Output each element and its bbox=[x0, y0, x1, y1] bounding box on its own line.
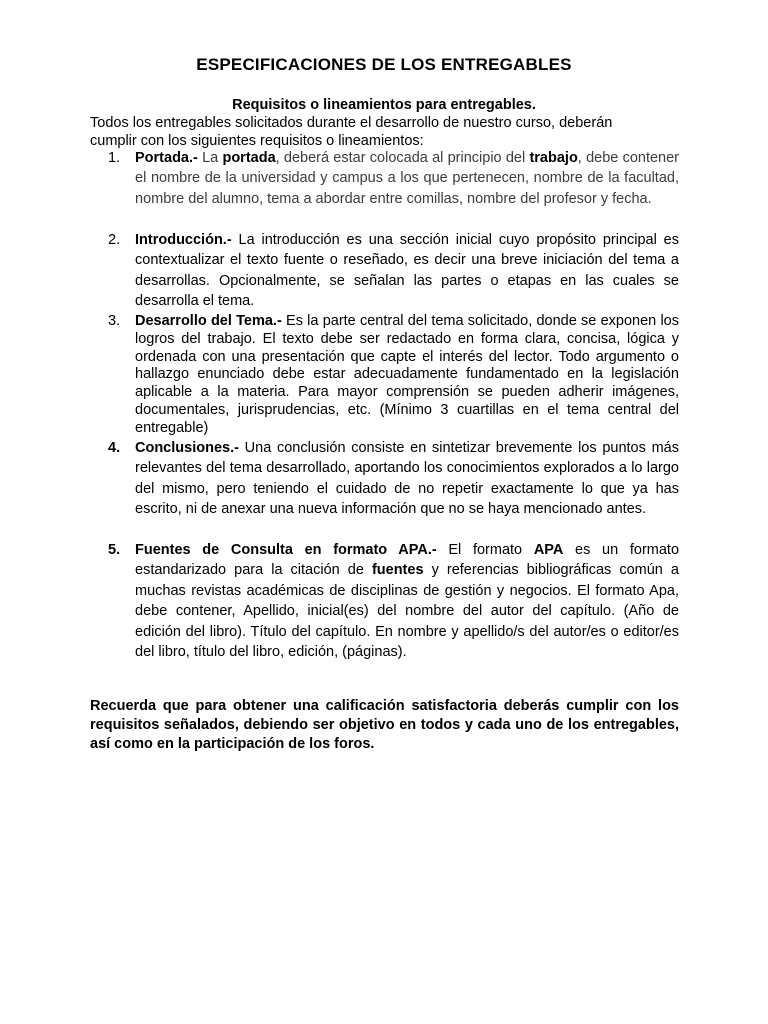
closing-paragraph: Recuerda que para obtener una calificación satisfactoria deberás cumplir con los requisitos señalados, debiendo ser objetivo en todos y cada uno de los entregables, así como en la participación de los foros. bbox=[90, 698, 679, 752]
list-item-body bbox=[135, 148, 679, 209]
list-item-body bbox=[135, 438, 679, 520]
list-item-text: Es la parte central del tema solicitado, donde se exponen los logros del trabajo. El texto debe ser redactado en forma clara, concisa, lógica y ordenada con una presentación que capte el interés del lector. Todo argumento o hallazgo enunciado debe estar adecuadamente fundamentado en la legislación aplicable a la materia. Para mayor comprensión se pueden adherir imágenes, documentales, jurisprudencias, etc. (Mínimo 3 cuartillas en el tema central del entregable) bbox=[135, 313, 679, 436]
text-segment: El formato bbox=[436, 542, 534, 558]
list-item-number: 2. bbox=[108, 232, 121, 248]
text-segment: es un formato estandarizado para la citación de bbox=[135, 542, 680, 579]
list-item-heading: Fuentes de Consulta en formato APA.- bbox=[135, 542, 437, 558]
list-item-heading: Introducción.- bbox=[135, 232, 232, 248]
intro-paragraph: Todos los entregables solicitados durante el desarrollo de nuestro curso, deberán cumplir con los siguientes requisitos o lineamientos: bbox=[90, 115, 613, 149]
list-item-text: La introducción es una sección inicial cuyo propósito principal es contextualizar el texto fuente o reseñado, es decir una breve iniciación del tema a desarrollas. Opcionalmente, se señalan las partes o etapas en las cuales se desarrolla el tema. bbox=[135, 232, 679, 310]
list-item-body bbox=[135, 540, 679, 662]
list-item-number: 4. bbox=[108, 440, 121, 456]
text-segment: , deberá estar colocada al principio del bbox=[275, 150, 530, 166]
list-item-text: Una conclusión consiste en sintetizar brevemente los puntos más relevantes del tema desarrollado, aportando los conocimientos explorados a lo largo del mismo, pero teniendo el cuidado de no repetir exactamente lo que ya has escrito, ni de anexar una nueva información que no se haya mencionado antes. bbox=[135, 440, 679, 518]
keyword-trabajo: trabajo bbox=[529, 150, 578, 166]
keyword-portada: portada bbox=[222, 150, 276, 166]
list-item-heading: Conclusiones.- bbox=[135, 440, 239, 456]
keyword-fuentes: fuentes bbox=[371, 562, 424, 579]
text-segment: La bbox=[197, 150, 223, 166]
list-item-heading: Desarrollo del Tema.- bbox=[135, 313, 282, 329]
text-segment: , debe contener el nombre de la universidad y campus a los que pertenecen, nombre de la facultad, nombre del alumno, tema a abordar entre comillas, nombre del profesor y fecha. bbox=[135, 150, 679, 207]
list-item-number: 1. bbox=[108, 150, 121, 166]
text-segment: y referencias bibliográficas común a muchas revistas académicas de disciplinas de gestión y negocios. El formato Apa, debe contener, Apellido, inicial(es) del nombre del autor del capítulo. (Año de edición del libro). Título del capítulo. En nombre y apellido/s del autor/es o editor/es del libro, título del libro, edición, (páginas). bbox=[135, 562, 679, 661]
list-item-number: 3. bbox=[108, 313, 121, 329]
document-title: ESPECIFICACIONES DE LOS ENTREGABLES bbox=[196, 55, 572, 74]
list-item-heading: Portada.- bbox=[135, 150, 198, 166]
document-subtitle: Requisitos o lineamientos para entregables. bbox=[232, 97, 536, 113]
list-item-body bbox=[135, 230, 679, 312]
list-item-number: 5. bbox=[108, 542, 121, 558]
keyword-apa: APA bbox=[533, 542, 564, 558]
list-item-body bbox=[135, 313, 679, 438]
